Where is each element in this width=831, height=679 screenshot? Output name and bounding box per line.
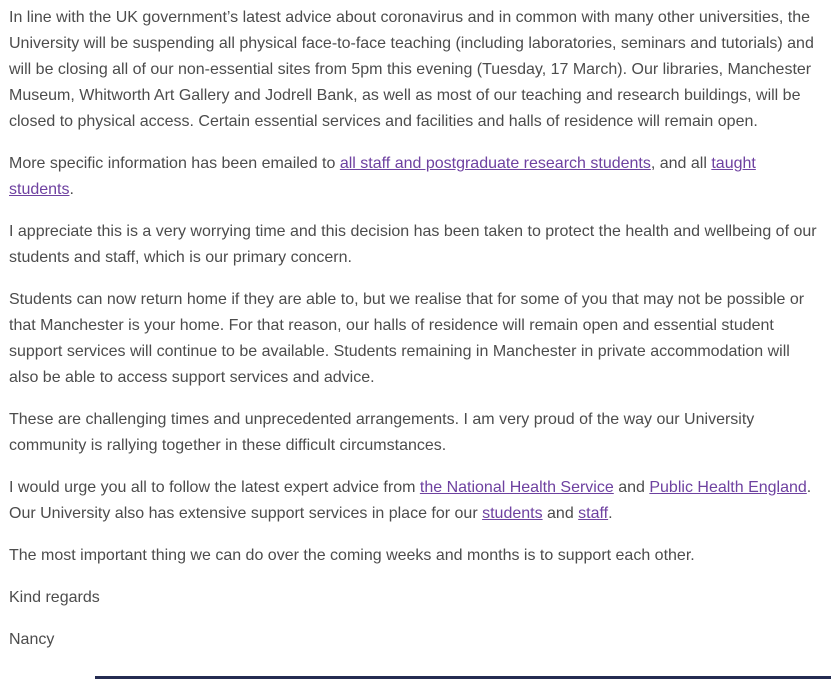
signoff-name	[9, 627, 819, 653]
paragraph-announcement	[9, 5, 819, 135]
inline-link[interactable]: Public Health England	[649, 479, 807, 496]
text-segment: In line with the UK government’s latest advice about coronavirus and in common with many other universities, the University will be suspending all physical face-to-face teaching (including laboratories, seminars and tutorials) and will be closing all of our non-essential sites from 5pm this evening (Tuesday, 17 March). Our libraries, Manchester Museum, Whitworth Art Gallery and Jodrell Bank, as well as most of our teaching and research buildings, will be closed to physical access. Certain essential services and facilities and halls of residence will remain open.	[9, 9, 814, 130]
text-segment: I appreciate this is a very worrying time and this decision has been taken to protect the health and wellbeing of our students and staff, which is our primary concern.	[9, 223, 817, 266]
text-segment: These are challenging times and unprecedented arrangements. I am very proud of the way our University community is rallying together in these difficult circumstances.	[9, 411, 755, 454]
text-segment: . Our University also has extensive support services in place for our	[9, 479, 812, 522]
text-segment: , and all	[650, 155, 712, 172]
paragraph-students-return	[9, 287, 819, 391]
paragraph-emailed-info	[9, 151, 819, 203]
paragraph-support-each-other	[9, 543, 819, 569]
inline-link[interactable]: the National Health Service	[419, 479, 614, 496]
text-segment: I would urge you all to follow the latest expert advice from	[9, 479, 420, 496]
text-segment: Students can now return home if they are able to, but we realise that for some of you that may not be possible or that Manchester is your home. For that reason, our halls of residence will remain open and essential student support services will continue to be available. Students remaining in Manchester in private accommodation will also be able to access support services and advice.	[9, 291, 805, 386]
text-segment: and	[542, 505, 579, 522]
inline-link[interactable]: taught students	[9, 155, 756, 198]
signoff-regards	[9, 585, 819, 611]
text-segment: .	[69, 181, 74, 198]
text-segment: Nancy	[9, 631, 55, 648]
text-segment: Kind regards	[9, 589, 100, 606]
text-segment: and	[613, 479, 650, 496]
text-segment: .	[608, 505, 613, 522]
inline-link[interactable]: staff	[578, 505, 609, 522]
inline-link[interactable]: students	[482, 505, 543, 522]
paragraph-worrying-time	[9, 219, 819, 271]
paragraph-expert-advice	[9, 475, 819, 527]
text-segment: The most important thing we can do over the coming weeks and months is to support each other.	[9, 547, 695, 564]
inline-link[interactable]: all staff and postgraduate research students	[339, 155, 651, 172]
paragraph-challenging-times	[9, 407, 819, 459]
text-segment: More specific information has been emailed to	[9, 155, 340, 172]
